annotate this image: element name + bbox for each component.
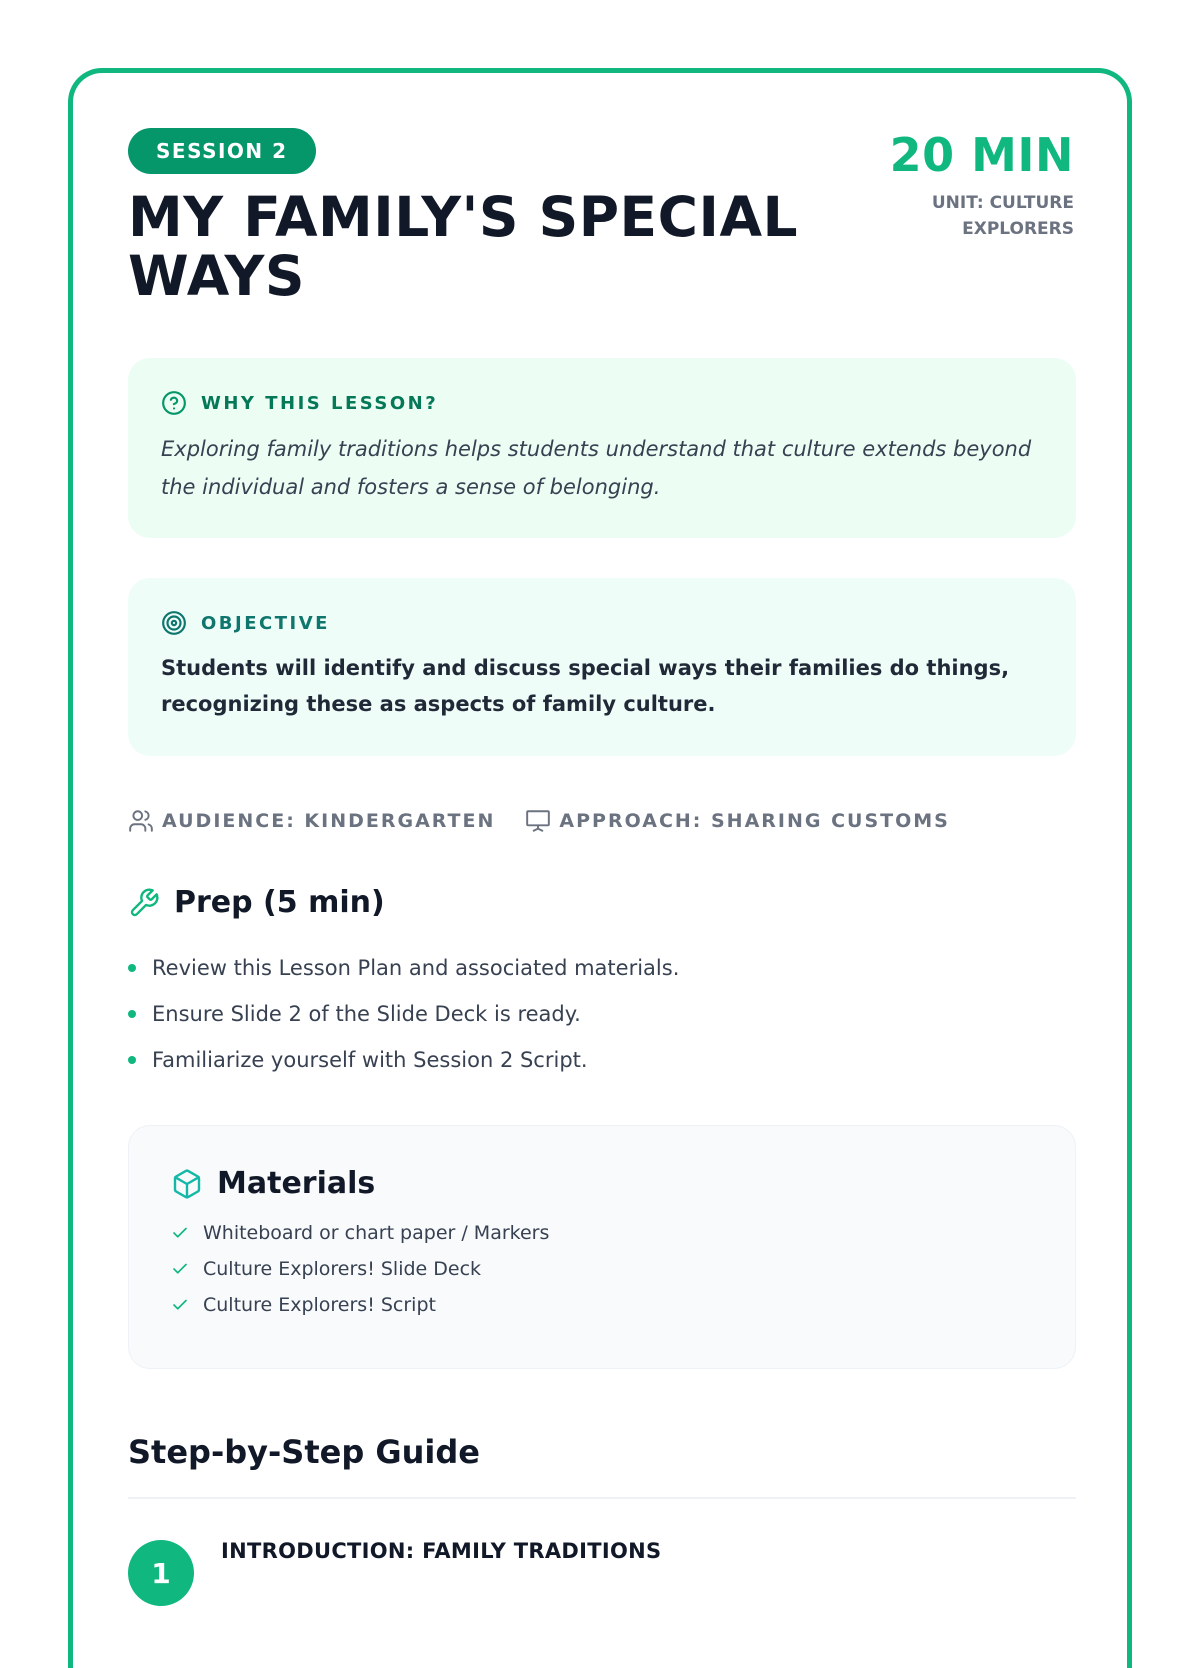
unit-label: UNIT: CULTURE EXPLORERS — [931, 193, 1074, 239]
check-icon — [171, 1224, 189, 1242]
why-heading-row — [161, 390, 1043, 416]
wrench-icon — [128, 887, 160, 919]
divider — [128, 1497, 1076, 1499]
prep-heading: Prep (5 min) — [174, 885, 385, 920]
check-icon — [171, 1260, 189, 1278]
objective-box — [128, 578, 1076, 756]
check-icon — [171, 1296, 189, 1314]
objective-body: Students will identify and discuss special ways their families do things, recognizing these as aspects of family culture. — [161, 656, 1010, 716]
bullet-dot — [128, 1056, 136, 1064]
audience-label: AUDIENCE: KINDERGARTEN — [162, 810, 496, 832]
objective-heading: OBJECTIVE — [201, 612, 330, 634]
objective-heading-row — [161, 610, 1043, 636]
prep-item — [128, 1037, 679, 1083]
step-number-badge: 1 — [128, 1540, 194, 1606]
session-badge: SESSION 2 — [128, 128, 316, 174]
lesson-title: MY FAMILY'S SPECIAL WAYS — [128, 185, 799, 308]
material-item — [171, 1215, 1033, 1251]
step-guide-heading: Step-by-Step Guide — [128, 1433, 480, 1471]
materials-box — [128, 1125, 1076, 1369]
bullet-dot — [128, 964, 136, 972]
material-item-text: Whiteboard or chart paper / Markers — [203, 1222, 550, 1244]
materials-heading: Materials — [217, 1166, 376, 1201]
duration: 20 MIN — [889, 128, 1074, 182]
bullet-dot — [128, 1010, 136, 1018]
target-icon — [161, 610, 187, 636]
audience-item — [128, 808, 495, 834]
approach-item — [525, 808, 949, 834]
materials-list — [171, 1215, 1033, 1323]
material-item — [171, 1251, 1033, 1287]
prep-item-text: Review this Lesson Plan and associated materials. — [152, 956, 680, 980]
question-circle-icon — [161, 390, 187, 416]
meta-row — [128, 808, 950, 834]
why-body: Exploring family traditions helps students understand that culture extends beyond the individual and fosters a sense of belonging. — [161, 437, 1032, 499]
prep-item-text: Ensure Slide 2 of the Slide Deck is ready. — [152, 1002, 581, 1026]
users-icon — [128, 808, 154, 834]
prep-item-text: Familiarize yourself with Session 2 Script. — [152, 1048, 588, 1072]
step-title: INTRODUCTION: FAMILY TRADITIONS — [221, 1539, 662, 1563]
prep-heading-row — [128, 885, 385, 920]
materials-heading-row — [171, 1166, 1033, 1201]
material-item — [171, 1287, 1033, 1323]
prep-list — [128, 945, 679, 1083]
prep-item — [128, 991, 679, 1037]
material-item-text: Culture Explorers! Script — [203, 1294, 436, 1316]
prep-item — [128, 945, 679, 991]
approach-label: APPROACH: SHARING CUSTOMS — [559, 810, 950, 832]
lesson-card — [68, 68, 1132, 1668]
presentation-icon — [525, 808, 551, 834]
material-item-text: Culture Explorers! Slide Deck — [203, 1258, 482, 1280]
why-this-lesson-box — [128, 358, 1076, 538]
box-icon — [171, 1168, 203, 1200]
why-heading: WHY THIS LESSON? — [201, 392, 439, 414]
